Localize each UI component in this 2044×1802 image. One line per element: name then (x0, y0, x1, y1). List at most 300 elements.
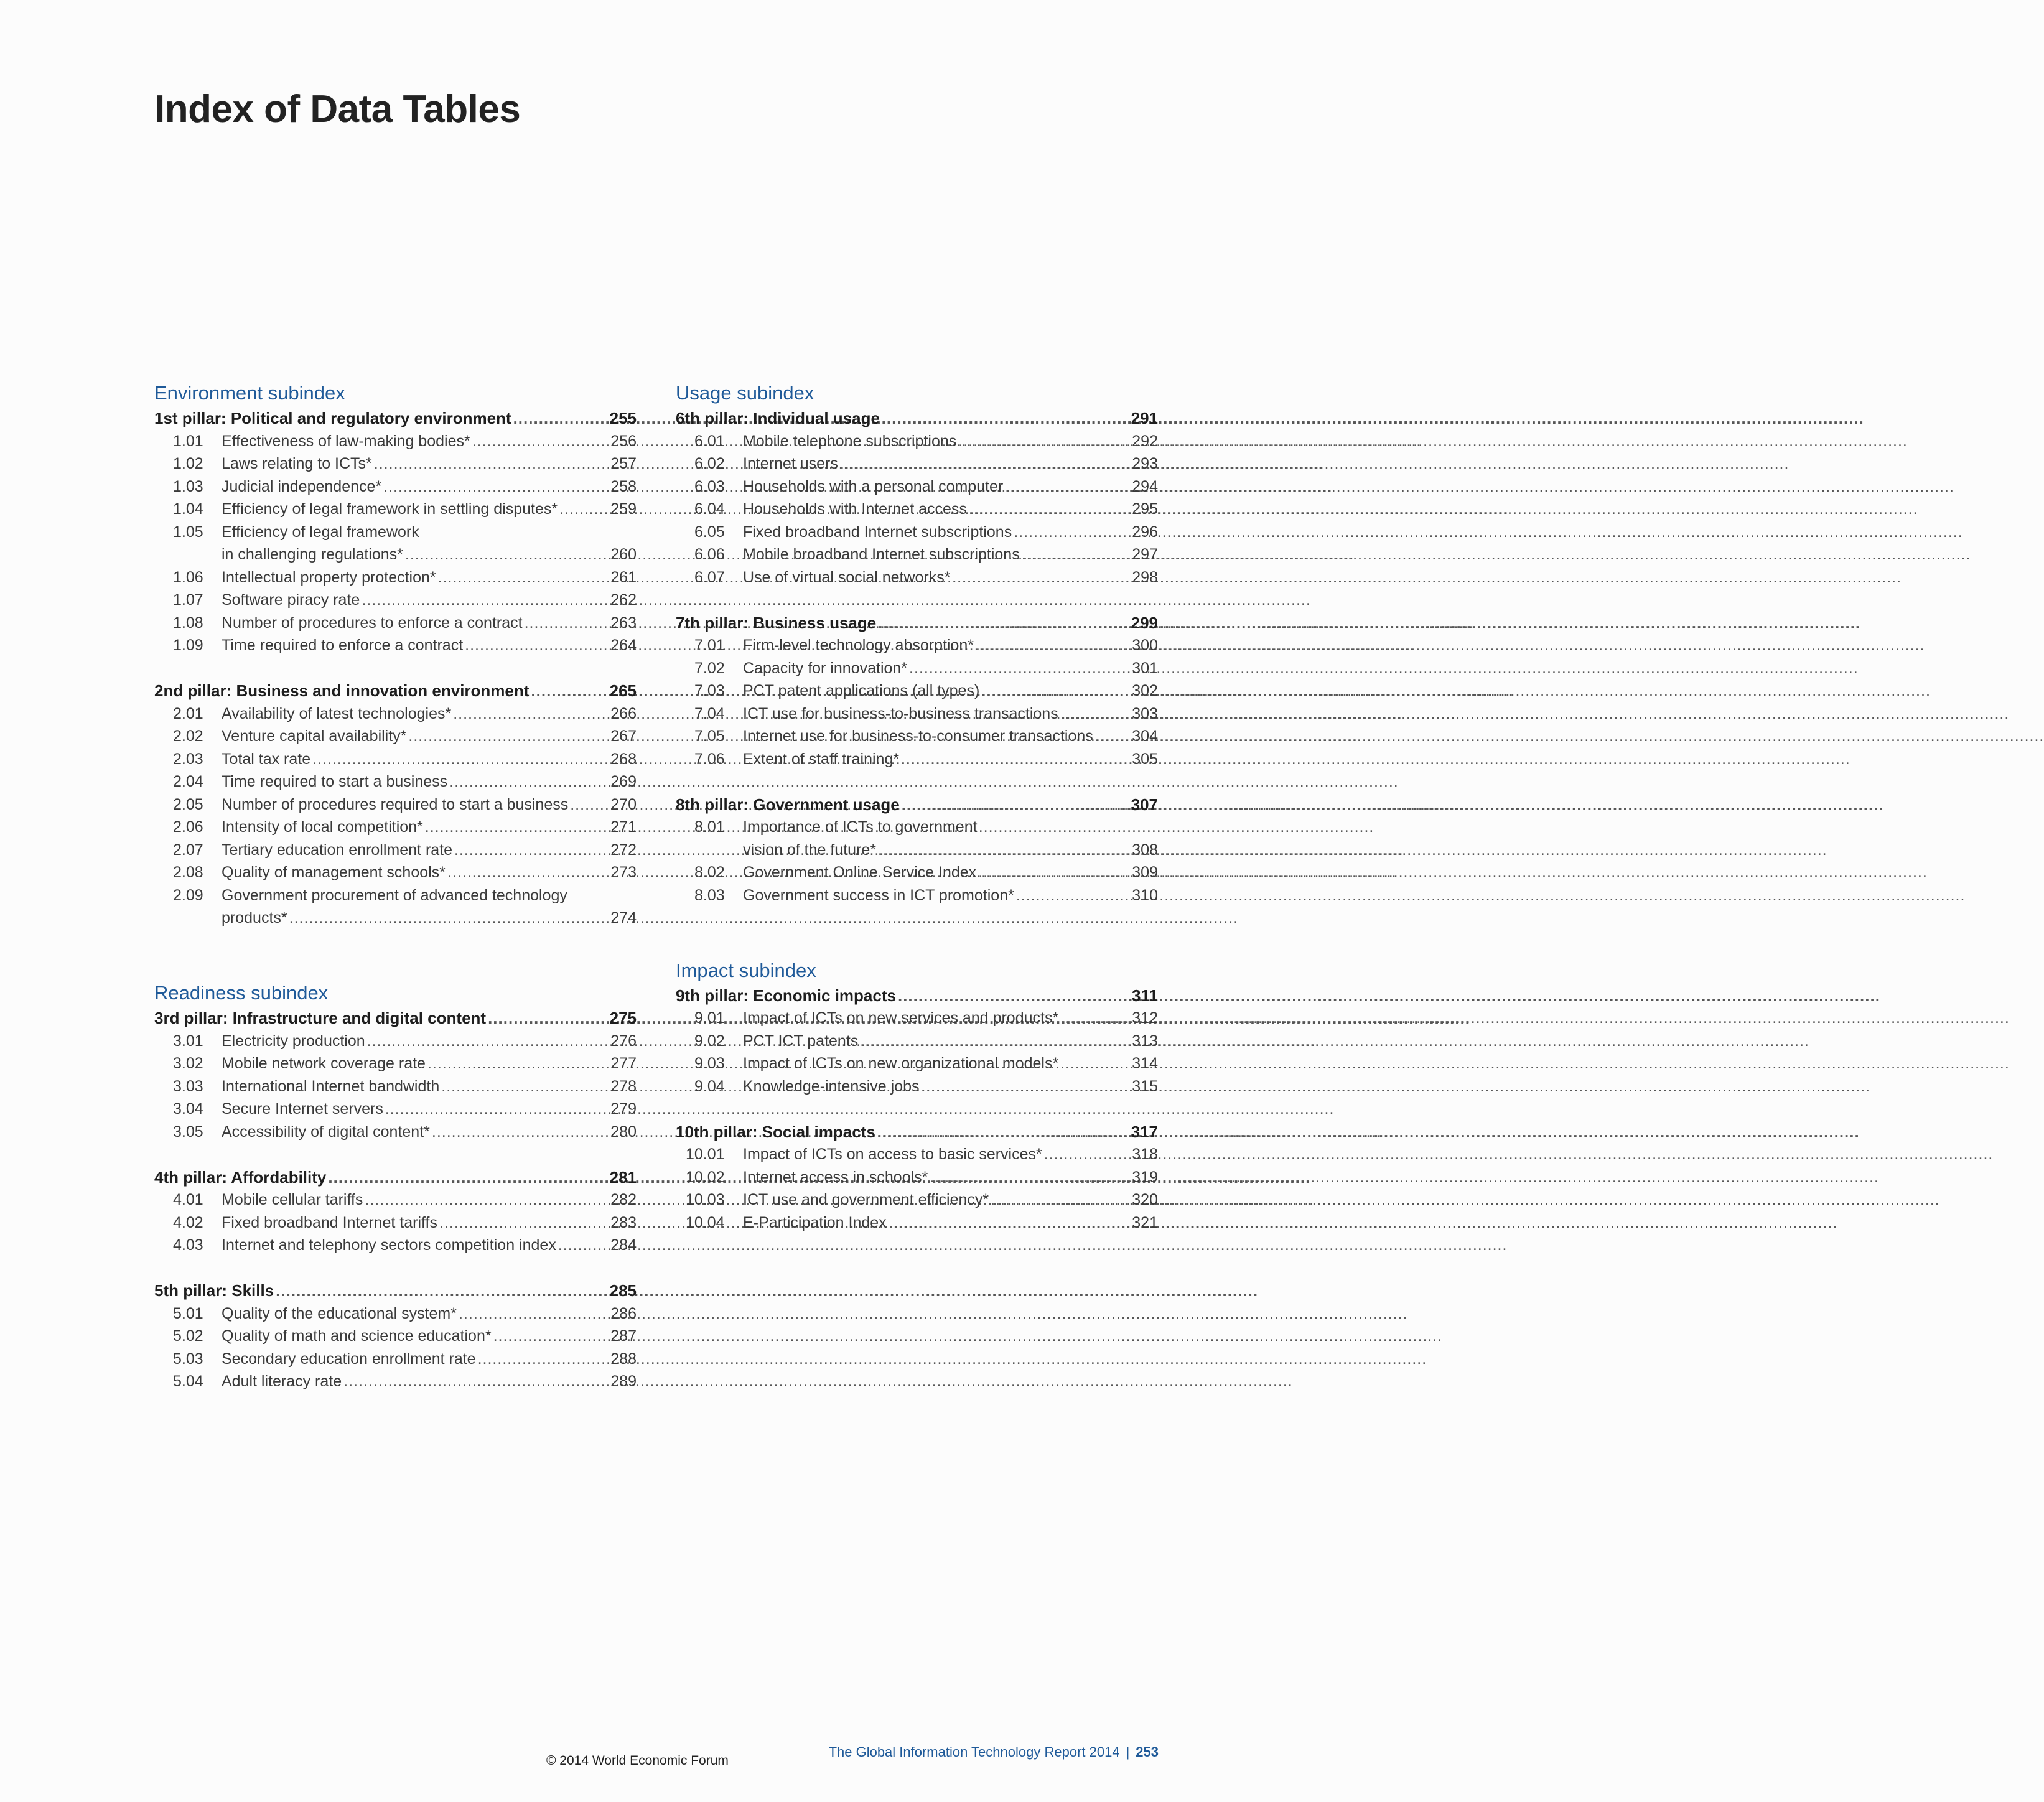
dot-leader (525, 612, 609, 635)
entry-label: Efficiency of legal framework (222, 523, 419, 541)
entry-page-number: 320 (1132, 1191, 1158, 1208)
table-entry-row[interactable] (154, 884, 637, 907)
table-entry-row[interactable] (154, 1370, 637, 1393)
pillar-page-number: 299 (1131, 613, 1158, 632)
entry-page-number: 296 (1132, 523, 1158, 541)
dot-leader (882, 407, 1129, 430)
entry-number: 7.04 (694, 704, 725, 722)
entry-page-number: 292 (1132, 432, 1158, 450)
dot-leader (425, 816, 609, 839)
dot-leader (902, 793, 1129, 816)
dot-leader (374, 452, 609, 475)
entry-label-continuation: in challenging regulations* (222, 546, 403, 563)
entry-label: Accessibility of digital content* (222, 1123, 430, 1141)
table-entry-row[interactable] (676, 657, 1158, 680)
entry-page-number: 315 (1132, 1077, 1158, 1095)
dot-leader (362, 589, 609, 612)
pillar-section (154, 1007, 637, 1143)
entry-page-number: 318 (1132, 1146, 1158, 1163)
dot-leader (459, 1302, 609, 1325)
subindex-heading: Readiness subindex (154, 982, 329, 1004)
pillar-heading-row[interactable] (154, 679, 637, 703)
table-entry-continuation-row[interactable] (154, 907, 637, 930)
entry-page-number: 276 (610, 1032, 637, 1050)
dot-leader (952, 566, 1130, 589)
entry-label: Firm-level technology absorption* (743, 637, 974, 654)
entry-page-number: 294 (1132, 477, 1158, 495)
entry-label: Impact of ICTs on access to basic services* (743, 1146, 1042, 1163)
entry-number: 10.02 (686, 1168, 725, 1186)
entry-label: Internet use for business-to-consumer transactions (743, 727, 1093, 745)
entry-number: 1.09 (173, 637, 203, 654)
dot-leader (981, 679, 1130, 703)
dot-leader (383, 475, 609, 498)
entry-page-number: 301 (1132, 659, 1158, 677)
entry-number: 7.02 (694, 659, 725, 677)
dot-leader (976, 634, 1130, 657)
entry-page-number: 277 (610, 1055, 637, 1072)
entry-number: 1.03 (173, 477, 203, 495)
entry-label-continuation: products* (222, 909, 287, 927)
pillar-section (154, 1166, 637, 1257)
table-entry-row[interactable] (676, 521, 1158, 544)
entry-label: ICT use for business-to-business transactions (743, 704, 1058, 722)
entry-page-number: 256 (610, 432, 637, 450)
entry-number: 2.06 (173, 818, 203, 836)
pillar-title: 8th pillar: Government usage (676, 795, 900, 814)
subindex-heading: Usage subindex (676, 382, 814, 404)
table-entry-row[interactable] (154, 452, 637, 475)
table-entry-row[interactable] (154, 1121, 637, 1144)
entry-number: 5.01 (173, 1304, 203, 1322)
dot-leader (513, 407, 608, 430)
entry-number: 3.03 (173, 1077, 203, 1095)
entry-label: Impact of ICTs on new organizational models* (743, 1055, 1059, 1072)
entry-page-number: 272 (610, 841, 637, 859)
entry-label: Software piracy rate (222, 591, 360, 609)
dot-leader (1022, 543, 1131, 566)
entry-label: Knowledge-intensive jobs (743, 1077, 920, 1095)
entry-label: Importance of ICTs to government (743, 818, 978, 836)
entry-number: 1.08 (173, 614, 203, 632)
table-entry-continuation-row[interactable] (676, 839, 1158, 862)
entry-page-number: 297 (1132, 546, 1158, 563)
dot-leader (493, 1325, 609, 1348)
entry-label: Fixed broadband Internet subscriptions (743, 523, 1012, 541)
table-entry-row[interactable] (154, 861, 637, 884)
entry-number: 8.01 (694, 818, 725, 836)
entry-number: 1.05 (173, 523, 203, 541)
entry-page-number: 302 (1132, 682, 1158, 699)
dot-leader (454, 839, 609, 862)
entry-page-number: 279 (610, 1100, 637, 1118)
table-entry-row[interactable] (154, 793, 637, 816)
dot-leader (449, 770, 609, 793)
table-entry-row[interactable] (676, 452, 1158, 475)
entry-label: Internet users (743, 455, 838, 472)
dot-leader (432, 1121, 609, 1144)
dot-leader (922, 1075, 1131, 1098)
entry-label: ICT use and government efficiency* (743, 1191, 989, 1208)
dot-leader (478, 1348, 609, 1371)
entry-label: Government Online Service Index (743, 864, 977, 881)
entry-label: Internet and telephony sectors competition index (222, 1236, 556, 1254)
table-entry-row[interactable] (154, 1348, 637, 1371)
entry-page-number: 280 (610, 1123, 637, 1141)
entry-page-number: 270 (610, 795, 637, 813)
entry-label: Number of procedures to enforce a contract (222, 614, 523, 632)
dot-leader (276, 1279, 607, 1302)
dot-leader (365, 1188, 609, 1211)
entry-label: E-Participation Index (743, 1213, 887, 1231)
pillar-section (676, 612, 1158, 771)
table-entry-row[interactable] (154, 521, 637, 544)
entry-number: 3.04 (173, 1100, 203, 1118)
pillar-page-number: 265 (609, 681, 637, 700)
entry-label: Households with a personal computer (743, 477, 1004, 495)
entry-page-number: 310 (1132, 886, 1158, 904)
table-entry-row[interactable] (154, 475, 637, 498)
entry-number: 1.07 (173, 591, 203, 609)
dot-leader (1014, 521, 1130, 544)
table-entry-row[interactable] (154, 839, 637, 862)
entry-label: Extent of staff training* (743, 750, 900, 768)
table-entry-row[interactable] (154, 725, 637, 748)
dot-leader (1095, 725, 1131, 748)
pillar-page-number: 275 (609, 1009, 637, 1027)
table-entry-row[interactable] (154, 1075, 637, 1098)
entry-page-number: 308 (1132, 841, 1158, 859)
entry-label: Intensity of local competition* (222, 818, 423, 836)
entry-page-number: 309 (1132, 864, 1158, 881)
pillar-heading-row[interactable] (154, 1007, 637, 1030)
pillar-title: 5th pillar: Skills (154, 1281, 274, 1300)
table-entry-row[interactable] (676, 1052, 1158, 1075)
entry-page-number: 293 (1132, 455, 1158, 472)
table-entry-row[interactable] (676, 1030, 1158, 1053)
table-entry-row[interactable] (154, 1234, 637, 1257)
dot-leader (447, 861, 609, 884)
pillar-title: 2nd pillar: Business and innovation environment (154, 681, 530, 700)
footer-page-number: 253 (1136, 1744, 1159, 1760)
table-entry-row[interactable] (676, 543, 1158, 566)
pillar-heading-row[interactable] (676, 984, 1158, 1007)
entry-label: Quality of the educational system* (222, 1304, 457, 1322)
table-entry-row[interactable] (676, 1211, 1158, 1235)
entry-label: Intellectual property protection* (222, 568, 436, 586)
dot-leader (439, 1211, 609, 1235)
entry-number: 6.07 (694, 568, 725, 586)
table-entry-row[interactable] (154, 770, 637, 793)
entry-label: Internet access in schools* (743, 1168, 928, 1186)
table-entry-row[interactable] (154, 612, 637, 635)
dot-leader (840, 452, 1130, 475)
dot-leader (343, 1370, 609, 1393)
table-entry-row[interactable] (676, 748, 1158, 771)
dot-leader (878, 612, 1129, 635)
dot-leader (367, 1030, 609, 1053)
table-entry-row[interactable] (154, 498, 637, 521)
footer-separator: | (1126, 1744, 1130, 1760)
entry-number: 7.05 (694, 727, 725, 745)
entry-page-number: 287 (610, 1327, 637, 1345)
entry-number: 2.08 (173, 864, 203, 881)
table-entry-row[interactable] (676, 498, 1158, 521)
table-entry-row[interactable] (154, 430, 637, 453)
dot-leader (472, 430, 609, 453)
entry-page-number: 295 (1132, 500, 1158, 518)
entry-number: 5.02 (173, 1327, 203, 1345)
entry-label: Government success in ICT promotion* (743, 886, 1014, 904)
entry-number: 7.01 (694, 637, 725, 654)
table-entry-row[interactable] (154, 1188, 637, 1211)
entry-page-number: 303 (1132, 704, 1158, 722)
entry-label: Availability of latest technologies* (222, 704, 452, 722)
table-entry-row[interactable] (676, 725, 1158, 748)
entry-label: Adult literacy rate (222, 1373, 342, 1390)
dot-leader (991, 1188, 1130, 1211)
dot-leader (441, 1075, 609, 1098)
dot-leader (1060, 1007, 1130, 1030)
entry-label: Effectiveness of law-making bodies* (222, 432, 470, 450)
dot-leader (488, 1007, 608, 1030)
section-spacer (676, 930, 1158, 957)
dot-leader (930, 1166, 1130, 1189)
entry-number: 2.02 (173, 727, 203, 745)
table-entry-row[interactable] (154, 1302, 637, 1325)
table-entry-row[interactable] (676, 884, 1158, 907)
entry-page-number: 266 (610, 704, 637, 722)
pillar-title: 7th pillar: Business usage (676, 613, 877, 632)
pillar-heading-row[interactable] (154, 1279, 637, 1302)
dot-leader (958, 430, 1130, 453)
entry-label: Secondary education enrollment rate (222, 1350, 476, 1368)
table-entry-row[interactable] (676, 703, 1158, 726)
table-entry-row[interactable] (154, 816, 637, 839)
table-entry-row[interactable] (676, 1075, 1158, 1098)
entry-label: Mobile broadband Internet subscriptions (743, 546, 1020, 563)
entry-page-number: 284 (610, 1236, 637, 1254)
pillar-section (676, 1121, 1158, 1235)
table-entry-row[interactable] (676, 475, 1158, 498)
page-title: Index of Data Tables (154, 88, 521, 131)
dot-leader (405, 543, 609, 566)
table-entry-row[interactable] (676, 1007, 1158, 1030)
entry-page-number: 314 (1132, 1055, 1158, 1072)
entry-number: 9.02 (694, 1032, 725, 1050)
dot-leader (385, 1098, 609, 1121)
entry-label-continuation: vision of the future* (743, 841, 877, 859)
entry-label: Quality of management schools* (222, 864, 446, 881)
entry-page-number: 304 (1132, 727, 1158, 745)
dot-leader (558, 1234, 609, 1257)
section-spacer (154, 952, 637, 979)
pillar-heading-row[interactable] (154, 1166, 637, 1189)
footer-report-title: The Global Information Technology Report 2014 (828, 1744, 1120, 1760)
entry-number: 2.05 (173, 795, 203, 813)
dot-leader (1060, 703, 1131, 726)
table-entry-row[interactable] (676, 816, 1158, 839)
pillar-page-number: 311 (1132, 986, 1158, 1005)
entry-number: 9.04 (694, 1077, 725, 1095)
entry-page-number: 286 (610, 1304, 637, 1322)
entry-label: Electricity production (222, 1032, 365, 1050)
subindex-heading: Impact subindex (676, 959, 816, 981)
entry-page-number: 271 (610, 818, 637, 836)
dot-leader (289, 907, 609, 930)
pillar-section (676, 407, 1158, 589)
pillar-heading-row[interactable] (154, 407, 637, 430)
table-entry-row[interactable] (676, 566, 1158, 589)
entry-number: 6.04 (694, 500, 725, 518)
pillar-page-number: 281 (609, 1167, 637, 1187)
dot-leader (408, 725, 609, 748)
entry-number: 10.01 (686, 1146, 725, 1163)
entry-label: Quality of math and science education* (222, 1327, 492, 1345)
pillar-section (676, 984, 1158, 1098)
entry-page-number: 260 (610, 546, 637, 563)
entry-page-number: 288 (610, 1350, 637, 1368)
entry-label: Mobile cellular tariffs (222, 1191, 363, 1208)
pillar-title: 10th pillar: Social impacts (676, 1122, 875, 1141)
dot-leader (427, 1052, 609, 1075)
table-entry-continuation-row[interactable] (154, 543, 637, 566)
entry-number: 1.01 (173, 432, 203, 450)
entry-number: 10.04 (686, 1213, 725, 1231)
entry-number: 10.03 (686, 1191, 725, 1208)
entry-page-number: 267 (610, 727, 637, 745)
table-entry-row[interactable] (676, 1143, 1158, 1166)
footer-copyright: © 2014 World Economic Forum (546, 1753, 729, 1768)
entry-page-number: 264 (610, 637, 637, 654)
entry-number: 3.02 (173, 1055, 203, 1072)
entry-number: 6.03 (694, 477, 725, 495)
pillar-title: 1st pillar: Political and regulatory environment (154, 409, 511, 427)
pillar-section (154, 407, 637, 657)
pillar-page-number: 285 (609, 1281, 637, 1300)
entry-number: 2.09 (173, 886, 203, 904)
entry-page-number: 257 (610, 455, 637, 472)
dot-leader (909, 657, 1130, 680)
left-column (154, 380, 637, 1416)
table-entry-row[interactable] (676, 861, 1158, 884)
pillar-page-number: 317 (1131, 1122, 1158, 1141)
dot-leader (978, 861, 1130, 884)
entry-page-number: 268 (610, 750, 637, 768)
entry-label: Venture capital availability* (222, 727, 407, 745)
entry-number: 6.06 (694, 546, 725, 563)
table-entry-row[interactable] (676, 1166, 1158, 1189)
pillar-heading-row[interactable] (676, 1121, 1158, 1144)
entry-number: 1.04 (173, 500, 203, 518)
entry-number: 4.02 (173, 1213, 203, 1231)
entry-label: Laws relating to ICTs* (222, 455, 372, 472)
pillar-heading-row[interactable] (676, 793, 1158, 816)
entry-page-number: 262 (610, 591, 637, 609)
entry-number: 7.06 (694, 750, 725, 768)
table-entry-row[interactable] (154, 566, 637, 589)
entry-page-number: 269 (610, 773, 637, 790)
pillar-section (154, 1279, 637, 1393)
pillar-title: 6th pillar: Individual usage (676, 409, 880, 427)
entry-label: Government procurement of advanced technology (222, 886, 567, 904)
entry-number: 6.02 (694, 455, 725, 472)
entry-label: Fixed broadband Internet tariffs (222, 1213, 437, 1231)
table-entry-row[interactable] (154, 1325, 637, 1348)
pillar-title: 3rd pillar: Infrastructure and digital content (154, 1009, 487, 1027)
table-entry-row[interactable] (676, 1188, 1158, 1211)
entry-label: Use of virtual social networks* (743, 568, 951, 586)
pillar-page-number: 307 (1131, 795, 1158, 814)
pillar-title: 9th pillar: Economic impacts (676, 986, 896, 1005)
entry-page-number: 259 (610, 500, 637, 518)
table-entry-row[interactable] (154, 748, 637, 771)
entry-page-number: 274 (610, 909, 637, 927)
entry-number: 9.03 (694, 1055, 725, 1072)
table-entry-row[interactable] (676, 430, 1158, 453)
entry-number: 6.01 (694, 432, 725, 450)
entry-page-number: 305 (1132, 750, 1158, 768)
dot-leader (1005, 475, 1130, 498)
entry-page-number: 278 (610, 1077, 637, 1095)
pillar-heading-row[interactable] (676, 407, 1158, 430)
entry-page-number: 273 (610, 864, 637, 881)
table-entry-row[interactable] (154, 1052, 637, 1075)
entry-label: Judicial independence* (222, 477, 382, 495)
entry-label: Mobile telephone subscriptions (743, 432, 957, 450)
table-entry-row[interactable] (154, 1030, 637, 1053)
pillar-section (154, 679, 637, 930)
dot-leader (438, 566, 609, 589)
pillar-heading-row[interactable] (676, 612, 1158, 635)
table-entry-row[interactable] (676, 679, 1158, 703)
entry-page-number: 312 (1132, 1009, 1158, 1027)
table-entry-row[interactable] (154, 634, 637, 657)
entry-number: 4.03 (173, 1236, 203, 1254)
right-column (676, 380, 1158, 1257)
dot-leader (860, 1030, 1130, 1053)
entry-page-number: 313 (1132, 1032, 1158, 1050)
table-entry-row[interactable] (676, 634, 1158, 657)
entry-label: Mobile network coverage rate (222, 1055, 426, 1072)
entry-number: 2.03 (173, 750, 203, 768)
dot-leader (901, 748, 1130, 771)
entry-number: 9.01 (694, 1009, 725, 1027)
dot-leader (969, 498, 1130, 521)
entry-number: 8.02 (694, 864, 725, 881)
entry-number: 2.04 (173, 773, 203, 790)
entry-label: Time required to enforce a contract (222, 637, 464, 654)
table-entry-row[interactable] (154, 1211, 637, 1235)
entry-page-number: 263 (610, 614, 637, 632)
table-entry-row[interactable] (154, 589, 637, 612)
dot-leader (465, 634, 609, 657)
entry-page-number: 321 (1132, 1213, 1158, 1231)
entry-page-number: 298 (1132, 568, 1158, 586)
table-entry-row[interactable] (154, 1098, 637, 1121)
dot-leader (889, 1211, 1131, 1235)
pillar-page-number: 255 (609, 409, 637, 427)
entry-page-number: 300 (1132, 637, 1158, 654)
entry-page-number: 319 (1132, 1168, 1158, 1186)
dot-leader (453, 703, 609, 726)
footer-report-info (829, 1744, 1159, 1760)
entry-number: 4.01 (173, 1191, 203, 1208)
entry-label: PCT ICT patents (743, 1032, 859, 1050)
entry-number: 3.05 (173, 1123, 203, 1141)
table-entry-row[interactable] (154, 703, 637, 726)
entry-number: 1.06 (173, 568, 203, 586)
